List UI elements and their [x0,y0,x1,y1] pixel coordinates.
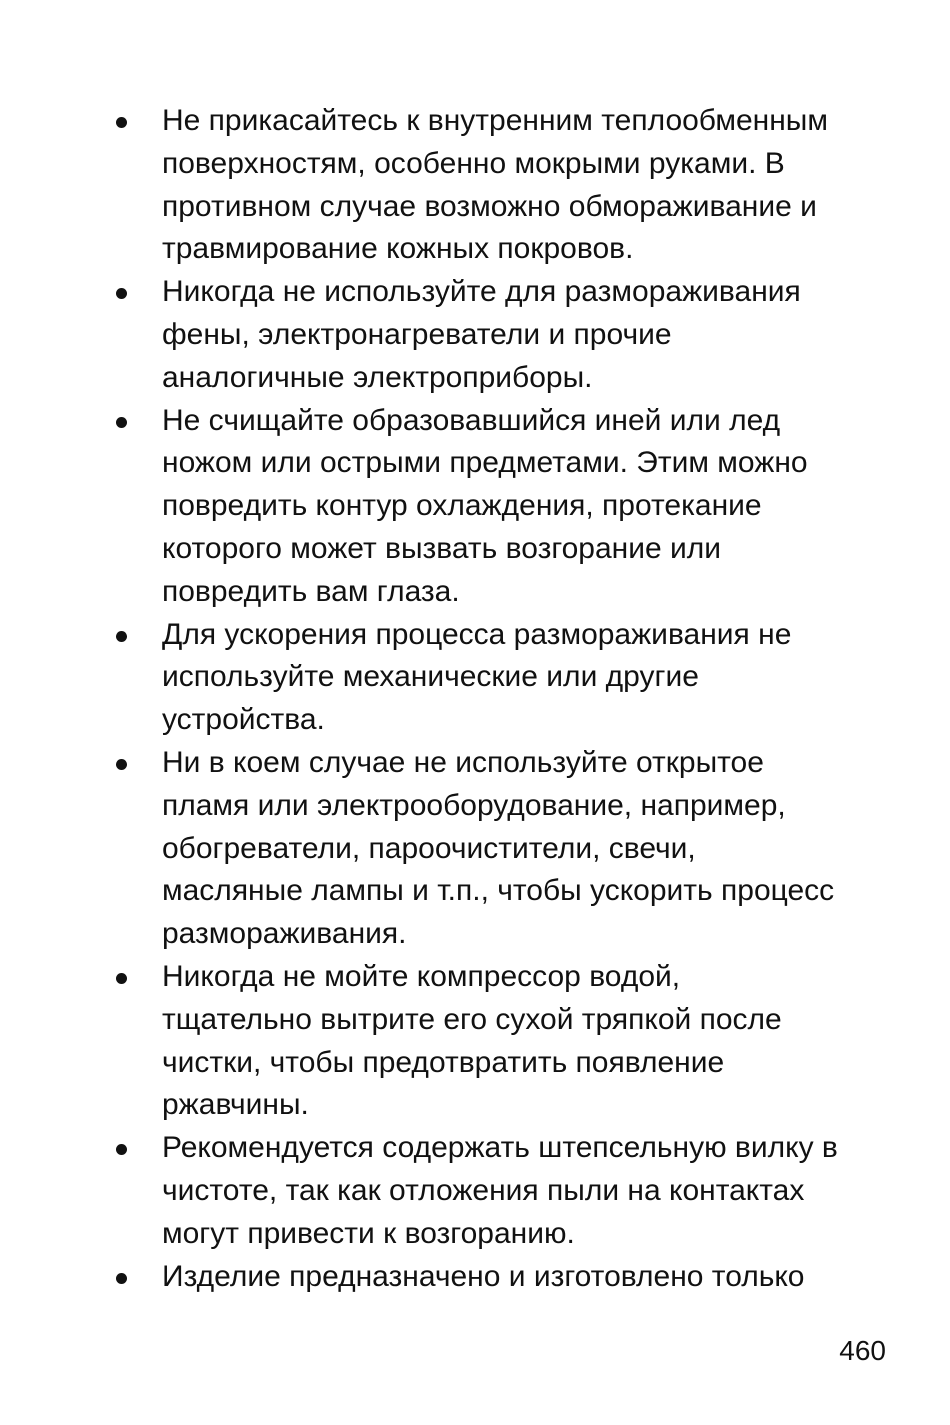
bullet-text-line: Изделие предназначено и изготовлено только [162,1259,805,1293]
bullet-item [0,100,950,271]
bullet-item [0,271,950,399]
bullet-text-line: фены, электронагреватели и прочие [162,317,672,351]
bullet-item [0,1256,950,1299]
bullet-dot-icon [116,288,127,299]
bullet-dot-icon [116,117,127,128]
bullet-text-line: ножом или острыми предметами. Этим можно [162,446,808,480]
bullet-text-line: чистки, чтобы предотвратить появление [162,1045,725,1079]
bullet-text-line: Рекомендуется содержать штепсельную вилку в [162,1131,838,1165]
bullet-text-line: размораживания. [162,917,407,951]
bullet-text-line: пламя или электрооборудование, например, [162,788,786,822]
bullet-text-line: поверхностям, особенно мокрыми руками. В [162,146,785,180]
bullet-text-line: Для ускорения процесса размораживания не [162,617,792,651]
bullet-text-line: могут привести к возгоранию. [162,1216,575,1250]
bullet-text-line: которого может вызвать возгорание или [162,531,722,565]
bullet-text-line: повредить контур охлаждения, протекание [162,489,762,523]
bullet-dot-icon [116,759,127,770]
safety-bullet-list [0,100,950,1298]
bullet-dot-icon [116,1144,127,1155]
bullet-dot-icon [116,1273,127,1284]
bullet-dot-icon [116,973,127,984]
bullet-text-line: тщательно вытрите его сухой тряпкой после [162,1002,782,1036]
bullet-item [0,742,950,956]
bullet-text-line: используйте механические или другие [162,660,699,694]
bullet-text-line: Никогда не используйте для размораживания [162,275,801,309]
bullet-item [0,1127,950,1255]
bullet-dot-icon [116,417,127,428]
bullet-text-line: Ни в коем случае не используйте открытое [162,745,764,779]
bullet-text-line: Не прикасайтесь к внутренним теплообменным [162,104,828,137]
bullet-item [0,956,950,1127]
bullet-text-line: чистоте, так как отложения пыли на контактах [162,1173,805,1207]
bullet-text-line: обогреватели, пароочистители, свечи, [162,831,696,865]
bullet-text-line: повредить вам глаза. [162,574,460,608]
bullet-dot-icon [116,631,127,642]
bullet-text-line: ржавчины. [162,1088,309,1122]
page-number: 460 [839,1335,886,1366]
bullet-text-line: аналогичные электроприборы. [162,360,593,394]
bullet-item [0,614,950,742]
bullet-text-line: Не счищайте образовавшийся иней или лед [162,403,781,437]
bullet-text-line: Никогда не мойте компрессор водой, [162,959,681,993]
bullet-text-line: устройства. [162,703,325,737]
bullet-text-line: масляные лампы и т.п., чтобы ускорить процесс [162,874,835,908]
bullet-item [0,400,950,614]
bullet-text-line: противном случае возможно обмораживание и [162,189,817,223]
bullet-text-line: травмирование кожных покровов. [162,232,634,266]
